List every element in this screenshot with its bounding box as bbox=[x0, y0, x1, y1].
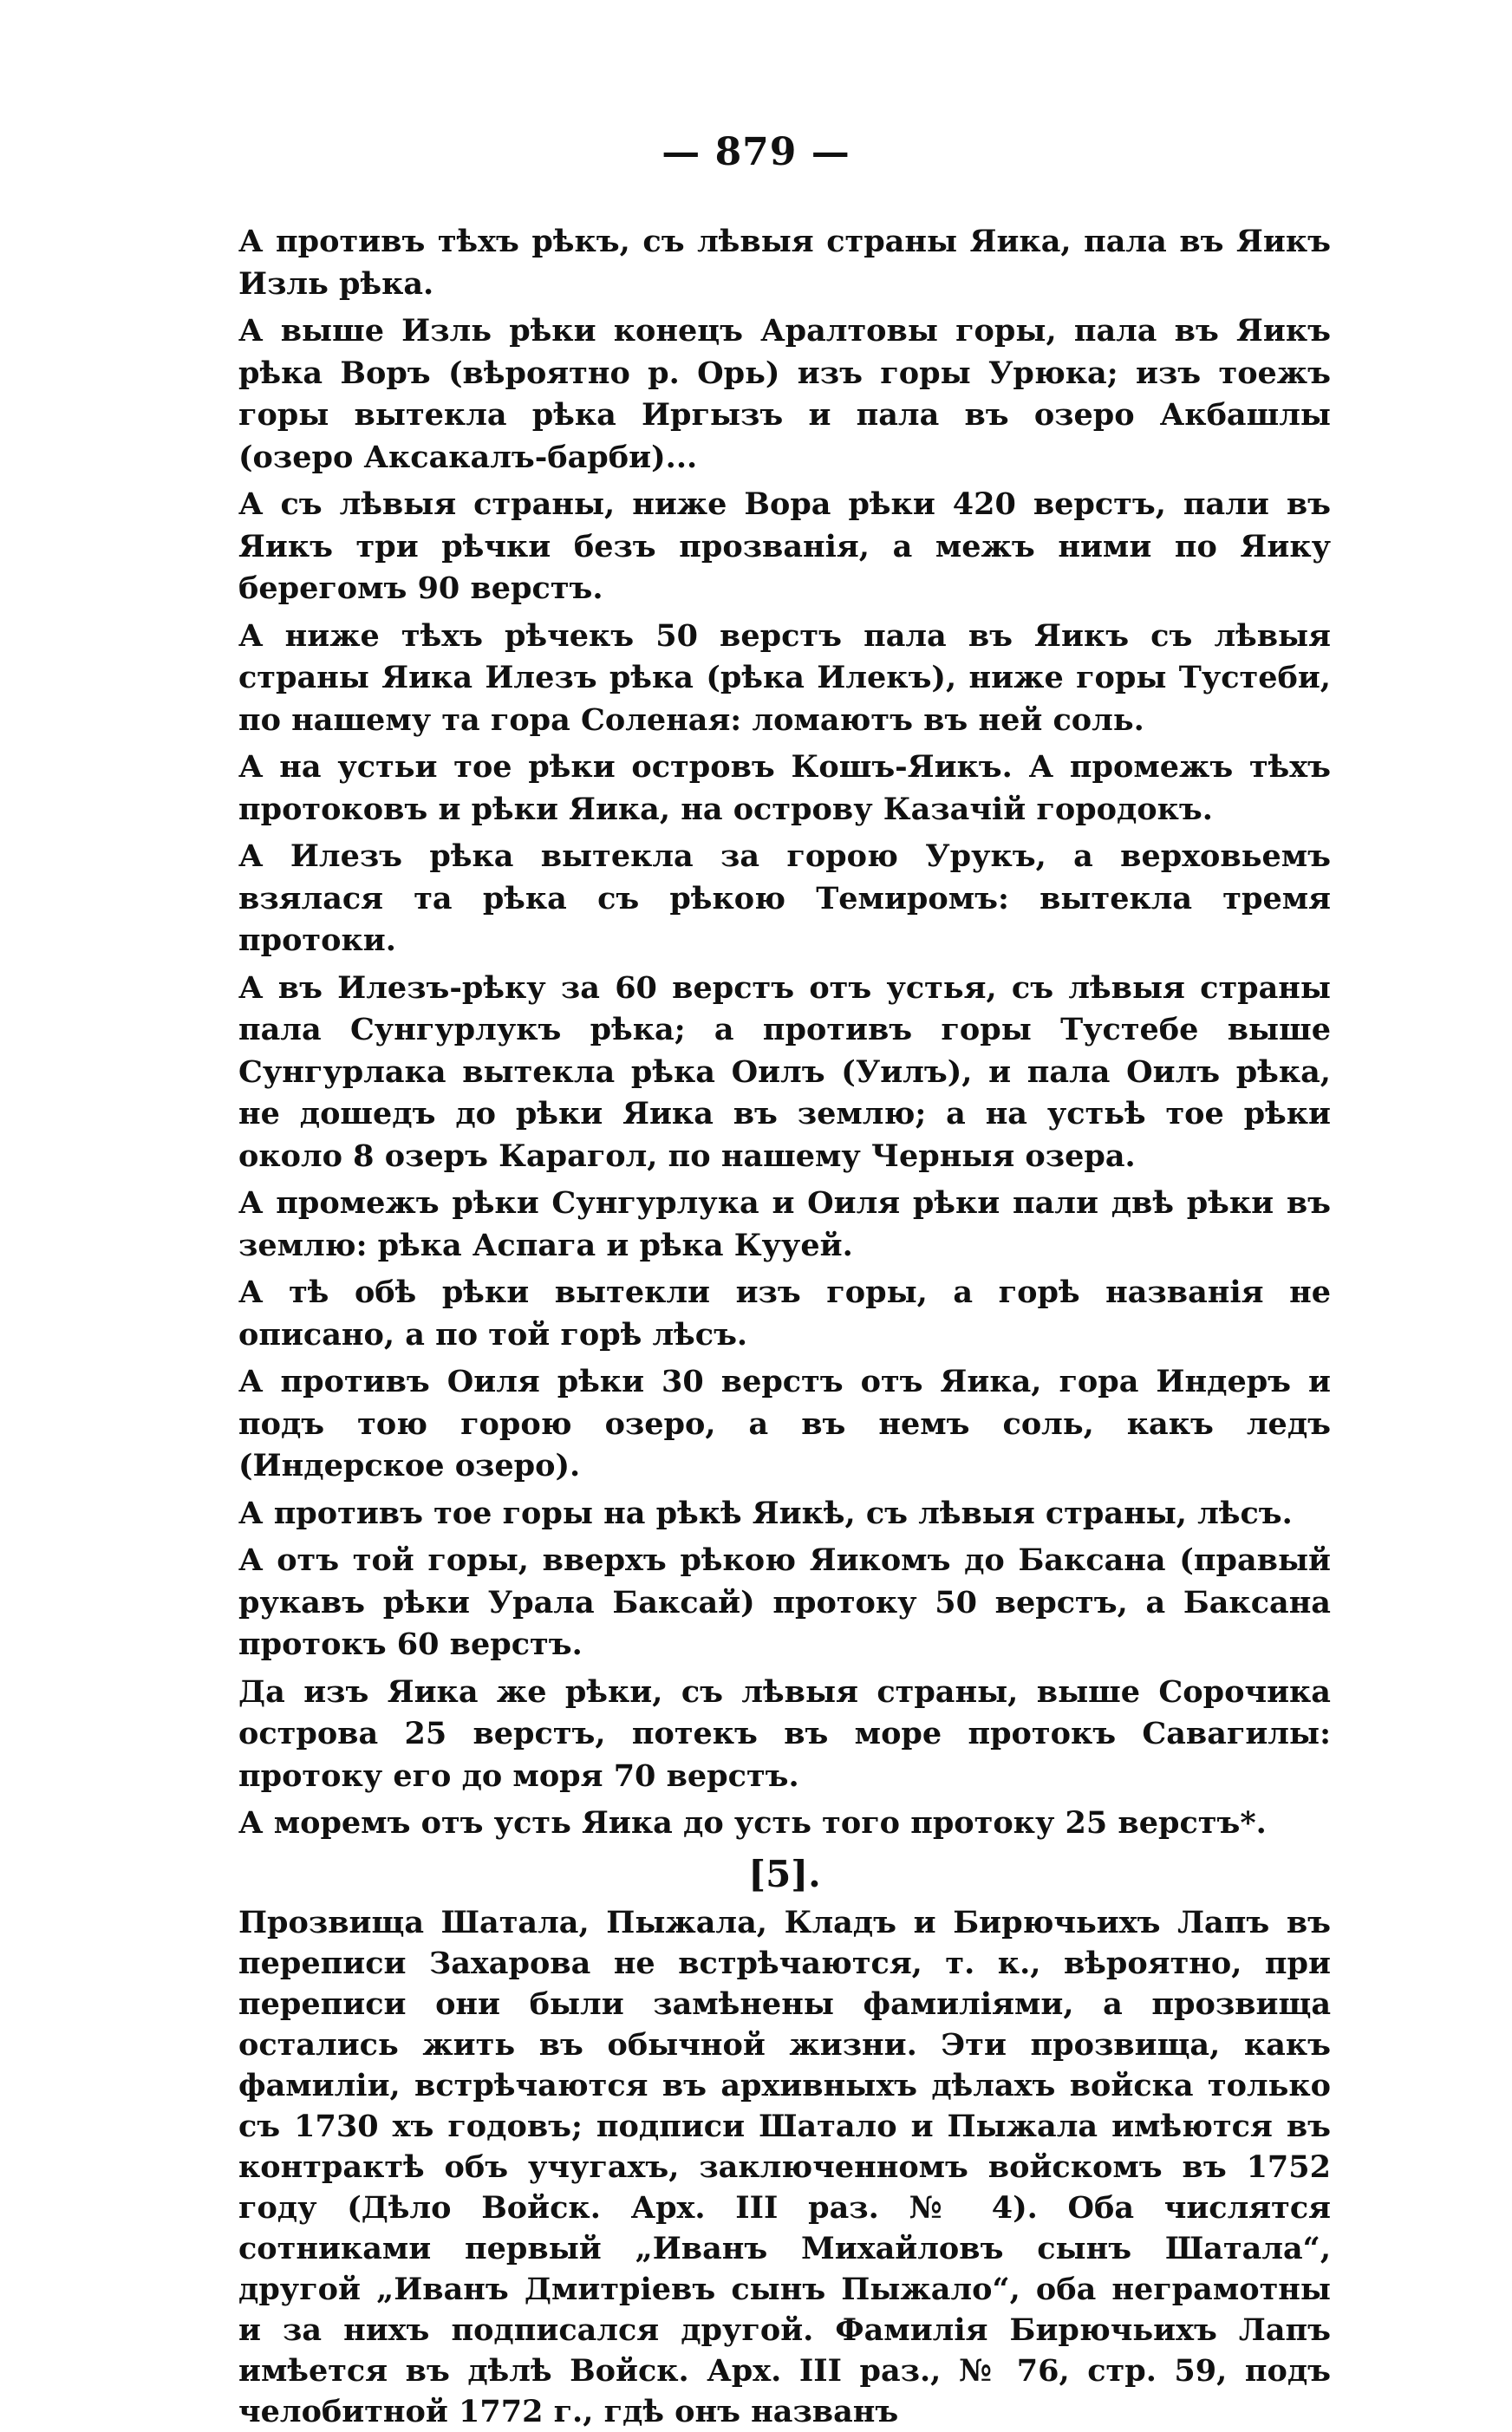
paragraph-13: Да изъ Яика же рѣки, съ лѣвыя страны, выше Сорочика острова 25 верстъ, потекъ въ море протокъ Савагилы: протоку его до моря 70 верстъ. bbox=[238, 1673, 1331, 1794]
paragraph-7: А въ Илезъ-рѣку за 60 верстъ отъ устья, съ лѣвыя страны пала Сунгурлукъ рѣка; а противъ горы Тустебе выше Сунгурлака вытекла рѣка Оилъ (Уилъ), и пала Оилъ рѣка, не дошедъ до рѣки Яика въ землю; а на устьѣ тое рѣки около 8 озеръ Карагол, по нашему Черныя озера. bbox=[238, 969, 1331, 1174]
paragraph-14: А моремъ отъ усть Яика до усть того протоку 25 верстъ*. bbox=[238, 1805, 1267, 1841]
paragraph-4: А ниже тѣхъ рѣчекъ 50 верстъ пала въ Яикъ съ лѣвыя страны Яика Илезъ рѣка (рѣка Илекъ), ниже горы Тустеби, по нашему та гора Соленая: ломаютъ въ ней соль. bbox=[238, 617, 1331, 738]
paragraph-12: А отъ той горы, вверхъ рѣкою Яикомъ до Баксана (правый рукавъ рѣки Урала Баксай) протоку 50 верстъ, а Баксана протокъ 60 верстъ. bbox=[238, 1542, 1331, 1662]
paragraph-10: А противъ Оиля рѣки 30 верстъ отъ Яика, гора Индеръ и подъ тою горою озеро, а въ немъ соль, какъ ледъ (Индерское озеро). bbox=[238, 1364, 1331, 1483]
text-column bbox=[238, 221, 1331, 2432]
section-heading: [5]. bbox=[748, 1852, 821, 1895]
paragraph-3: А съ лѣвыя страны, ниже Вора рѣки 420 верстъ, пали въ Яикъ три рѣчки безъ прозванія, а межъ ними по Яику берегомъ 90 верстъ. bbox=[238, 486, 1331, 606]
paragraph-8: А промежъ рѣки Сунгурлука и Оиля рѣки пали двѣ рѣки въ землю: рѣка Аспага и рѣка Кууей. bbox=[238, 1185, 1331, 1263]
paragraph-1: А противъ тѣхъ рѣкъ, съ лѣвыя страны Яика, пала въ Яикъ Изль рѣка. bbox=[238, 224, 1331, 302]
note-paragraph: Прозвища Шатала, Пыжала, Кладъ и Бирючьихъ Лапъ въ переписи Захарова не встрѣчаются, т. к., вѣроятно, при переписи они были замѣнены фамиліями, а прозвища остались жить въ обычной жизни. Эти прозвища, какъ фамиліи, встрѣчаются въ архивныхъ дѣлахъ войска только съ 1730 хъ годовъ; подписи Шатало и Пыжала имѣются въ контрактѣ объ учугахъ, заключенномъ войскомъ въ 1752 году (Дѣло Войск. Арх. III раз. № 4). Оба числятся сотниками первый „Иванъ Михайловъ сынъ Шатала“, другой „Иванъ Дмитріевъ сынъ Пыжало“, оба неграмотны и за нихъ подписался другой. Фамилія Бирючьихъ Лапъ имѣется въ дѣлѣ Войск. Арх. III раз., № 76, стр. 59, подъ челобитной 1772 г., гдѣ онъ названъ bbox=[238, 1905, 1331, 2429]
paragraph-5: А на устьи тое рѣки островъ Кошъ-Яикъ. А промежъ тѣхъ протоковъ и рѣки Яика, на острову Казачій городокъ. bbox=[238, 749, 1331, 827]
paragraph-6: А Илезъ рѣка вытекла за горою Урукъ, а верховьемъ взялася та рѣка съ рѣкою Темиромъ: вытекла тремя протоки. bbox=[238, 838, 1331, 958]
page-number: — 879 — bbox=[662, 130, 850, 174]
paragraph-2: А выше Изль рѣки конецъ Аралтовы горы, пала въ Яикъ рѣка Воръ (вѣроятно р. Орь) изъ горы Урюка; изъ тоежъ горы вытекла рѣка Иргызъ и пала въ озеро Акбашлы (озеро Аксакалъ-барби)... bbox=[238, 313, 1331, 475]
paragraph-9: А тѣ обѣ рѣки вытекли изъ горы, а горѣ названія не описано, а по той горѣ лѣсъ. bbox=[238, 1275, 1331, 1353]
paragraph-11: А противъ тое горы на рѣкѣ Яикѣ, съ лѣвыя страны, лѣсъ. bbox=[238, 1495, 1293, 1531]
